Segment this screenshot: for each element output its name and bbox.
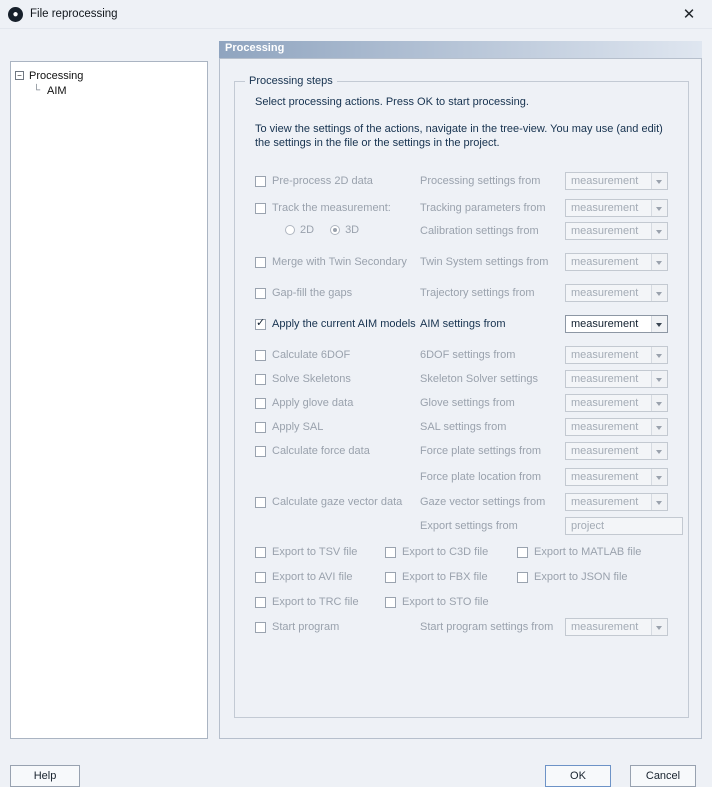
checkbox-label: Export to JSON file (534, 571, 628, 583)
combo-skeleton-solver-settings[interactable] (565, 370, 668, 388)
checkbox-icon[interactable] (385, 597, 396, 608)
checkbox-label: Apply SAL (272, 421, 324, 433)
checkbox-merge-twin-secondary[interactable] (255, 251, 407, 273)
combo-gaze-vector-settings-from[interactable] (565, 493, 668, 511)
row-merge-twin-secondary (255, 251, 407, 273)
checkbox-icon[interactable] (255, 446, 266, 457)
checkbox-export-trc[interactable] (255, 591, 359, 613)
chevron-down-icon[interactable] (651, 494, 667, 510)
tree-item-processing-label: Processing (29, 69, 84, 82)
checkbox-label: Export to AVI file (272, 571, 353, 583)
field-label: Tracking parameters from (420, 202, 546, 214)
field-label: Gaze vector settings from (420, 496, 546, 508)
chevron-down-icon[interactable] (651, 316, 667, 332)
combo-value: measurement (571, 496, 639, 508)
cancel-button[interactable]: Cancel (630, 765, 696, 787)
processing-steps-group (234, 75, 689, 718)
checkbox-icon[interactable] (255, 374, 266, 385)
checkbox-export-avi[interactable] (255, 566, 353, 588)
checkbox-export-json[interactable] (517, 566, 628, 588)
row-track-measurement (255, 197, 391, 219)
checkbox-label: Pre-process 2D data (272, 175, 373, 187)
description-line-2: To view the settings of the actions, navigate in the tree-view. You may use (and edit) the settings in the file or the settings in the project. (255, 123, 663, 149)
checkbox-label: Export to MATLAB file (534, 546, 642, 558)
radio-3d-icon[interactable] (330, 225, 340, 235)
checkbox-icon[interactable] (255, 176, 266, 187)
checkbox-label: Export to FBX file (402, 571, 488, 583)
chevron-down-icon[interactable] (651, 443, 667, 459)
field-label: Processing settings from (420, 175, 541, 187)
row-apply-aim-models (255, 313, 416, 335)
checkbox-apply-glove-data[interactable] (255, 392, 353, 414)
field-label: Start program settings from (420, 621, 554, 633)
combo-aim-settings-from[interactable] (565, 315, 668, 333)
combo-value: measurement (571, 175, 639, 187)
label-trajectory-settings-from (420, 282, 535, 304)
combo-value: measurement (571, 471, 639, 483)
checkbox-export-tsv[interactable] (255, 541, 357, 563)
dialog-body (0, 29, 712, 782)
label-start-program-settings-from (420, 616, 553, 638)
combo-value: measurement (571, 256, 639, 268)
checkbox-icon[interactable] (385, 572, 396, 583)
combo-calibration-settings-from[interactable] (565, 222, 668, 240)
checkbox-label: Track the measurement: (272, 202, 391, 214)
combo-trajectory-settings-from[interactable] (565, 284, 668, 302)
checkbox-gap-fill[interactable] (255, 282, 352, 304)
combo-value: measurement (571, 225, 639, 237)
row-apply-sal (255, 416, 323, 438)
combo-value: measurement (571, 287, 639, 299)
checkbox-export-c3d[interactable] (385, 541, 488, 563)
chevron-down-icon[interactable] (651, 419, 667, 435)
chevron-down-icon[interactable] (651, 347, 667, 363)
checkbox-icon[interactable] (255, 597, 266, 608)
label-export-settings-from (420, 515, 518, 537)
processing-header: Processing (219, 41, 702, 58)
row-tracking-mode (285, 220, 375, 242)
row-apply-glove-data (255, 392, 353, 414)
checkbox-label: Calculate force data (272, 445, 370, 457)
radio-group-tracking-mode[interactable] (285, 220, 375, 240)
checkbox-start-program[interactable] (255, 616, 339, 638)
checkbox-icon[interactable] (385, 547, 396, 558)
checkbox-calculate-6dof[interactable] (255, 344, 350, 366)
row-gap-fill (255, 282, 352, 304)
field-label: Glove settings from (420, 397, 515, 409)
field-label: Force plate settings from (420, 445, 542, 457)
checkbox-calculate-force-data[interactable] (255, 440, 370, 462)
radio-3d-label: 3D (345, 224, 360, 236)
combo-value: measurement (571, 318, 639, 330)
row-export-trc (255, 591, 359, 613)
checkbox-label: Solve Skeletons (272, 373, 351, 385)
chevron-down-icon[interactable] (651, 395, 667, 411)
combo-value: measurement (571, 202, 639, 214)
row-calculate-6dof (255, 344, 350, 366)
checkbox-label: Apply the current AIM models (272, 318, 416, 330)
checkbox-icon[interactable] (255, 547, 266, 558)
checkbox-label: Gap-fill the gaps (272, 287, 353, 299)
label-aim-settings-from (420, 313, 506, 335)
help-button[interactable]: Help (10, 765, 80, 787)
chevron-down-icon[interactable] (651, 254, 667, 270)
field-label: Twin System settings from (420, 256, 549, 268)
combo-force-plate-location-from[interactable] (565, 468, 668, 486)
checkbox-icon[interactable] (255, 497, 266, 508)
row-export-json (517, 566, 628, 588)
label-force-plate-settings-from (420, 440, 541, 462)
row-preprocess-2d (255, 170, 373, 192)
radio-2d-label: 2D (300, 224, 315, 236)
combo-glove-settings-from[interactable] (565, 394, 668, 412)
checkbox-icon[interactable] (255, 622, 266, 633)
checkbox-icon[interactable] (517, 547, 528, 558)
row-export-tsv (255, 541, 357, 563)
checkbox-export-sto[interactable] (385, 591, 489, 613)
label-processing-settings-from (420, 170, 540, 192)
combo-force-plate-settings-from[interactable] (565, 442, 668, 460)
checkbox-label: Start program (272, 621, 340, 633)
row-export-matlab (517, 541, 641, 563)
checkbox-icon[interactable] (255, 350, 266, 361)
checkbox-label: Export to TSV file (272, 546, 358, 558)
chevron-down-icon[interactable] (651, 200, 667, 216)
field-label: Force plate location from (420, 471, 542, 483)
checkbox-icon[interactable] (255, 203, 266, 214)
combo-tracking-parameters-from[interactable] (565, 199, 668, 217)
checkbox-label: Calculate gaze vector data (272, 496, 403, 508)
combo-value: measurement (571, 397, 639, 409)
tree-item-processing[interactable] (15, 68, 203, 83)
label-skeleton-solver-settings (420, 368, 538, 390)
row-start-program (255, 616, 339, 638)
row-export-c3d (385, 541, 488, 563)
field-label: 6DOF settings from (420, 349, 516, 361)
checkbox-apply-sal[interactable] (255, 416, 323, 438)
tree-item-aim-label: AIM (47, 84, 67, 97)
checkbox-export-fbx[interactable] (385, 566, 488, 588)
chevron-down-icon[interactable] (651, 285, 667, 301)
checkbox-apply-aim-models[interactable] (255, 313, 416, 335)
label-tracking-parameters-from (420, 197, 546, 219)
checkbox-label: Merge with Twin Secondary (272, 256, 407, 268)
window-title: File reprocessing (30, 8, 118, 20)
label-calibration-settings-from (420, 220, 539, 242)
label-6dof-settings-from (420, 344, 515, 366)
app-icon: ● (8, 7, 23, 22)
tree-branch-icon: └ (33, 85, 41, 96)
field-label: SAL settings from (420, 421, 507, 433)
field-label: Skeleton Solver settings (420, 373, 539, 385)
combo-value: measurement (571, 445, 639, 457)
field-label: AIM settings from (420, 318, 506, 330)
label-twin-system-settings-from (420, 251, 548, 273)
combo-value: measurement (571, 621, 639, 633)
checkbox-solve-skeletons[interactable] (255, 368, 351, 390)
checkbox-label: Export to TRC file (272, 596, 359, 608)
combo-value: measurement (571, 373, 639, 385)
close-icon[interactable]: ✕ (682, 6, 696, 23)
chevron-down-icon[interactable] (651, 371, 667, 387)
row-export-sto (385, 591, 489, 613)
checkbox-calculate-gaze-vector[interactable] (255, 491, 402, 513)
chevron-down-icon[interactable] (651, 469, 667, 485)
ok-button[interactable]: OK (545, 765, 611, 787)
checkbox-icon[interactable] (255, 572, 266, 583)
label-gaze-vector-settings-from (420, 491, 545, 513)
combo-twin-system-settings-from[interactable] (565, 253, 668, 271)
row-calculate-force-data (255, 440, 370, 462)
checkbox-preprocess-2d[interactable] (255, 170, 373, 192)
chevron-down-icon[interactable] (651, 619, 667, 635)
field-label: Trajectory settings from (420, 287, 535, 299)
combo-sal-settings-from[interactable] (565, 418, 668, 436)
row-export-avi (255, 566, 353, 588)
checkbox-label: Export to C3D file (402, 546, 489, 558)
processing-panel (219, 58, 702, 739)
checkbox-label: Apply glove data (272, 397, 354, 409)
checkbox-icon[interactable] (255, 257, 266, 268)
checkbox-icon[interactable] (255, 288, 266, 299)
checkbox-label: Calculate 6DOF (272, 349, 351, 361)
combo-value: measurement (571, 421, 639, 433)
chevron-down-icon[interactable] (651, 173, 667, 189)
checkbox-export-matlab[interactable] (517, 541, 641, 563)
title-bar (0, 0, 712, 29)
description-line-1: Select processing actions. Press OK to start processing. (255, 96, 529, 108)
checkbox-icon[interactable] (255, 319, 266, 330)
checkbox-icon[interactable] (517, 572, 528, 583)
label-force-plate-location-from (420, 466, 541, 488)
checkbox-icon[interactable] (255, 398, 266, 409)
tree-view[interactable] (10, 61, 208, 739)
combo-start-program-settings-from[interactable] (565, 618, 668, 636)
chevron-down-icon[interactable] (651, 223, 667, 239)
row-export-fbx (385, 566, 488, 588)
group-title: Processing steps (245, 75, 337, 87)
checkbox-icon[interactable] (255, 422, 266, 433)
label-glove-settings-from (420, 392, 515, 414)
combo-value: measurement (571, 349, 639, 361)
combo-6dof-settings-from[interactable] (565, 346, 668, 364)
radio-2d-icon[interactable] (285, 225, 295, 235)
label-sal-settings-from (420, 416, 506, 438)
row-solve-skeletons (255, 368, 351, 390)
combo-processing-settings-from[interactable] (565, 172, 668, 190)
checkbox-track-measurement[interactable] (255, 197, 391, 219)
tree-item-aim[interactable] (15, 83, 203, 98)
field-label: Export settings from (420, 520, 518, 532)
input-export-settings-from[interactable]: project (565, 517, 683, 535)
row-calculate-gaze-vector (255, 491, 402, 513)
collapse-icon[interactable]: − (15, 71, 24, 80)
checkbox-label: Export to STO file (402, 596, 489, 608)
field-label: Calibration settings from (420, 225, 539, 237)
